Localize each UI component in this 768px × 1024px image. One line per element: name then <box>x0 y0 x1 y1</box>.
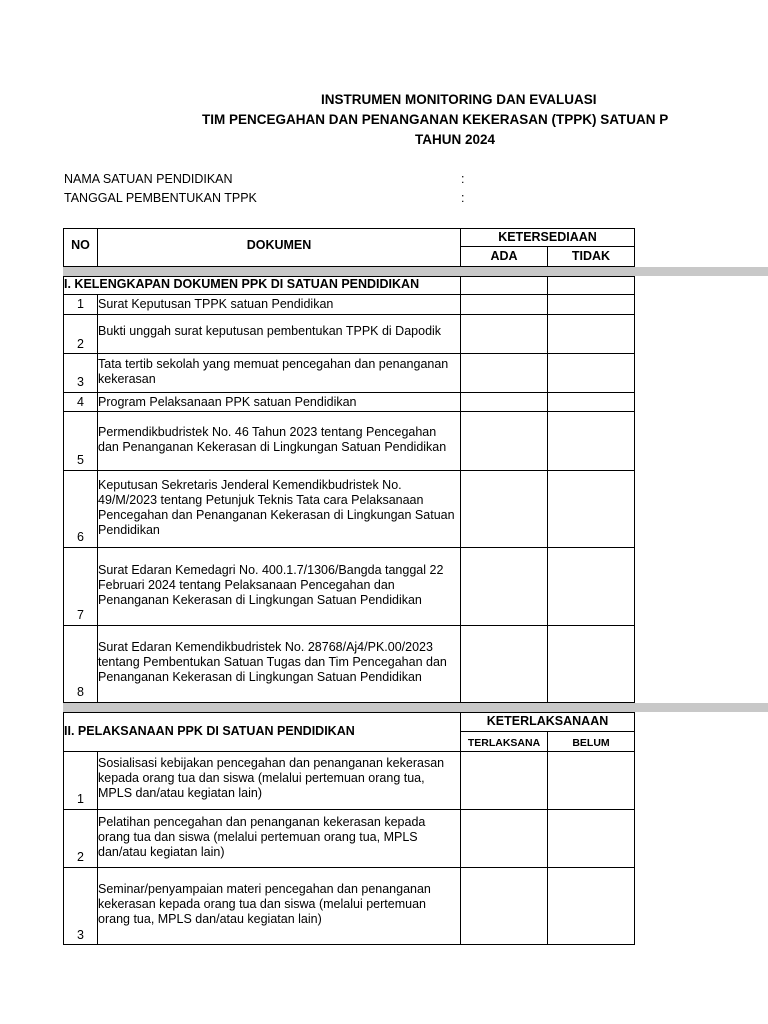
row-number: 8 <box>77 685 84 699</box>
col-header-tidak: TIDAK <box>571 249 611 263</box>
row-number: 4 <box>77 395 84 409</box>
row-number: 6 <box>77 530 84 544</box>
col-header-ada: ADA <box>490 249 518 263</box>
document-item: Tata tertib sekolah yang memuat pencegahan dan penanganan kekerasan <box>98 357 449 386</box>
row-number: 3 <box>77 928 84 942</box>
col-header-availability: KETERSEDIAAN <box>498 230 597 244</box>
activity-item: Seminar/penyampaian materi pencegahan dan penanganan kekerasan kepada orang tua dan siswa (melalui pertemuan orang tua, MPLS dan/atau kegiatan lain) <box>98 882 431 926</box>
col-header-no: NO <box>71 238 90 252</box>
document-item: Surat Edaran Kemendikbudristek No. 28768/Aj4/PK.00/2023 tentang Pembentukan Satuan Tugas dan Tim Pencegahan dan Penanganan Kekerasan di Lingkungan Satuan Pendidikan <box>98 640 447 684</box>
col-header-document: DOKUMEN <box>246 238 312 252</box>
row-number: 1 <box>77 297 84 311</box>
row-number: 5 <box>77 453 84 467</box>
field-colon-formation-date: : <box>461 191 465 205</box>
row-number: 3 <box>77 375 84 389</box>
field-label-school-name: NAMA SATUAN PENDIDIKAN <box>64 172 233 186</box>
field-colon-school-name: : <box>461 172 465 186</box>
document-item: Surat Edaran Kemedagri No. 400.1.7/1306/Bangda tanggal 22 Februari 2024 tentang Pelaksanaan Pencegahan dan Penanganan Kekerasan di Lingkungan Satuan Pendidikan <box>98 563 444 607</box>
title-line-1: INSTRUMEN MONITORING DAN EVALUASI <box>321 92 597 107</box>
title-line-2: TIM PENCEGAHAN DAN PENANGANAN KEKERASAN (TPPK) SATUAN P <box>202 112 669 127</box>
col-header-belum: BELUM <box>572 737 610 749</box>
row-number: 1 <box>77 792 84 806</box>
document-item: Permendikbudristek No. 46 Tahun 2023 tentang Pencegahan dan Penanganan Kekerasan di Lingkungan Satuan Pendidikan <box>98 425 447 454</box>
col-header-terlaksana: TERLAKSANA <box>467 737 541 749</box>
row-number: 2 <box>77 337 84 351</box>
section-1-title: I. KELENGKAPAN DOKUMEN PPK DI SATUAN PENDIDIKAN <box>64 277 420 291</box>
field-label-formation-date: TANGGAL PEMBENTUKAN TPPK <box>64 191 257 205</box>
row-number: 2 <box>77 850 84 864</box>
title-line-3: TAHUN 2024 <box>415 132 496 147</box>
document-item: Surat Keputusan TPPK satuan Pendidikan <box>98 297 334 311</box>
row-number: 7 <box>77 608 84 622</box>
activity-item: Sosialisasi kebijakan pencegahan dan penanganan kekerasan kepada orang tua dan siswa (melalui pertemuan orang tua, MPLS dan/atau kegiatan lain) <box>98 756 445 800</box>
document-item: Program Pelaksanaan PPK satuan Pendidikan <box>98 395 357 409</box>
activity-item: Pelatihan pencegahan dan penanganan kekerasan kepada orang tua dan siswa (melalui pertemuan orang tua, MPLS dan/atau kegiatan lain) <box>98 815 426 859</box>
document-item: Bukti unggah surat keputusan pembentukan TPPK di Dapodik <box>98 324 442 338</box>
col-header-implementation: KETERLAKSANAAN <box>486 714 609 728</box>
section-2-title: II. PELAKSANAAN PPK DI SATUAN PENDIDIKAN <box>64 724 355 738</box>
document-item: Keputusan Sekretaris Jenderal Kemendikbudristek No. 49/M/2023 tentang Petunjuk Teknis Tata cara Pelaksanaan Pencegahan dan Penanganan Kekerasan di Lingkungan Satuan Pendidikan <box>98 478 455 537</box>
